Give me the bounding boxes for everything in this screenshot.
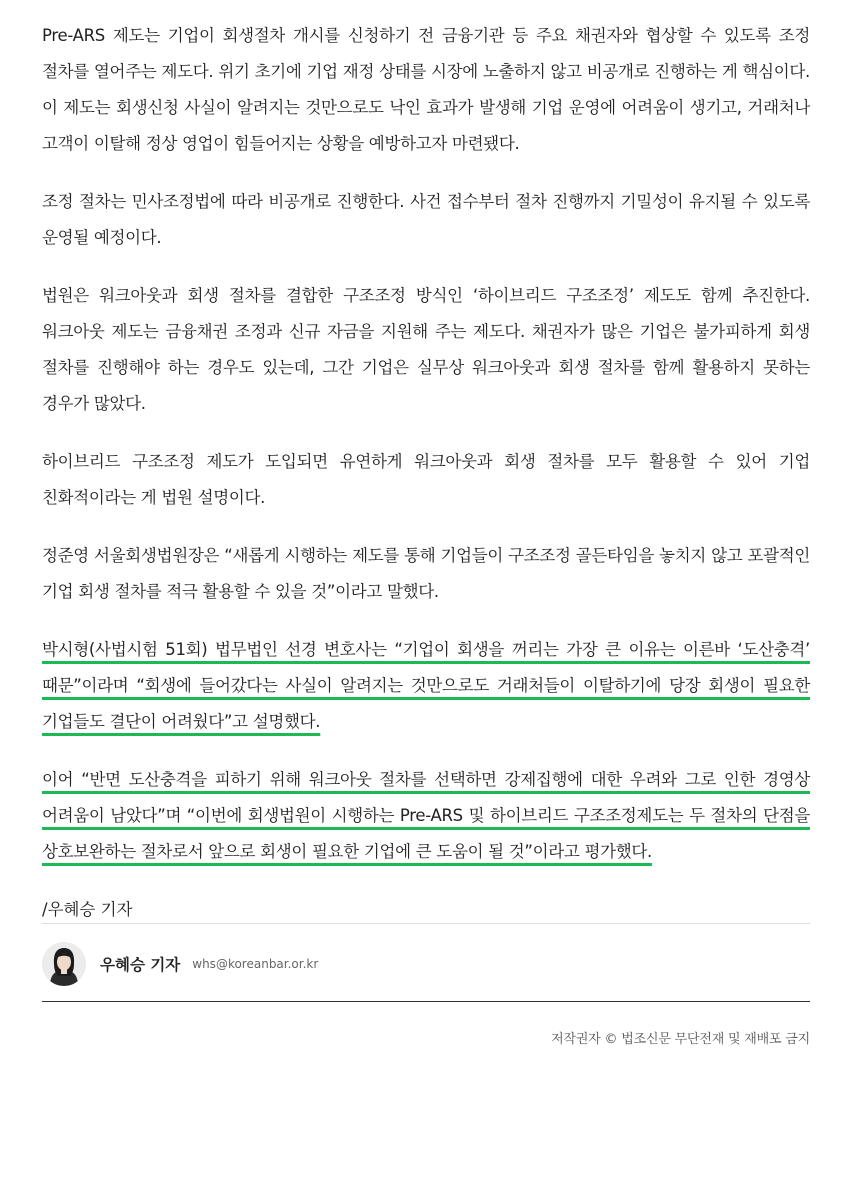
highlighted-paragraph bbox=[42, 632, 810, 740]
article-paragraph: 정준영 서울회생법원장은 “새롭게 시행하는 제도를 통해 기업들이 구조조정 골든타임을 놓치지 않고 포괄적인 기업 회생 절차를 적극 활용할 수 있을 것”이라고 말했다. bbox=[42, 546, 810, 601]
divider bbox=[42, 1001, 810, 1002]
byline: /우혜승 기자 bbox=[42, 900, 133, 919]
copyright-notice: 저작권자 © 법조신문 무단전재 및 재배포 금지 bbox=[551, 1032, 810, 1047]
article-paragraph: Pre-ARS 제도는 기업이 회생절차 개시를 신청하기 전 금융기관 등 주요 채권자와 협상할 수 있도록 조정 절차를 열어주는 제도다. 위기 초기에 기업 재정 상태를 시장에 노출하지 않고 비공개로 진행하는 게 핵심이다. 이 제도는 회생신청 사실이 알려지는 것만으로도 낙인 효과가 발생해 기업 운영에 어려움이 생기고, 거래처나 고객이 이탈해 정상 영업이 힘들어지는 상황을 예방하고자 마련됐다. bbox=[42, 26, 810, 153]
highlighted-text: 이어 “반면 도산충격을 피하기 위해 워크아웃 절차를 선택하면 강제집행에 대한 우려와 그로 인한 경영상 어려움이 남았다”며 “이번에 회생법원이 시행하는 Pre-ARS 및 하이브리드 구조조정제도는 두 절차의 단점을 상호보완하는 절차로서 앞으로 회생이 필요한 기업에 큰 도움이 될 것”이라고 평가했다. bbox=[42, 770, 810, 861]
author-box bbox=[42, 940, 810, 988]
avatar[interactable] bbox=[42, 942, 86, 986]
highlighted-paragraph bbox=[42, 762, 810, 870]
avatar-photo-icon bbox=[42, 942, 86, 986]
highlighted-text: 박시형(사법시험 51회) 법무법인 선경 변호사는 “기업이 회생을 꺼리는 가장 큰 이유는 이른바 ‘도산충격’ 때문”이라며 “회생에 들어갔다는 사실이 알려지는 것만으로도 거래처들이 이탈하기에 당장 회생이 필요한 기업들도 결단이 어려웠다”고 설명했다. bbox=[42, 640, 810, 731]
article-paragraph: 하이브리드 구조조정 제도가 도입되면 유연하게 워크아웃과 회생 절차를 모두 활용할 수 있어 기업 친화적이라는 게 법원 설명이다. bbox=[42, 452, 810, 507]
author-email[interactable]: whs@koreanbar.or.kr bbox=[192, 957, 319, 971]
article-body bbox=[42, 18, 810, 928]
author-name[interactable]: 우혜승 기자 bbox=[100, 956, 181, 974]
article-paragraph: 법원은 워크아웃과 회생 절차를 결합한 구조조정 방식인 ‘하이브리드 구조조정’ 제도도 함께 추진한다. 워크아웃 제도는 금융채권 조정과 신규 자금을 지원해 주는 제도다. 채권자가 많은 기업은 불가피하게 회생 절차를 진행해야 하는 경우도 있는데, 그간 기업은 실무상 워크아웃과 회생 절차를 함께 활용하지 못하는 경우가 많았다. bbox=[42, 286, 810, 413]
article-paragraph: 조정 절차는 민사조정법에 따라 비공개로 진행한다. 사건 접수부터 절차 진행까지 기밀성이 유지될 수 있도록 운영될 예정이다. bbox=[42, 192, 810, 247]
divider bbox=[42, 923, 810, 924]
